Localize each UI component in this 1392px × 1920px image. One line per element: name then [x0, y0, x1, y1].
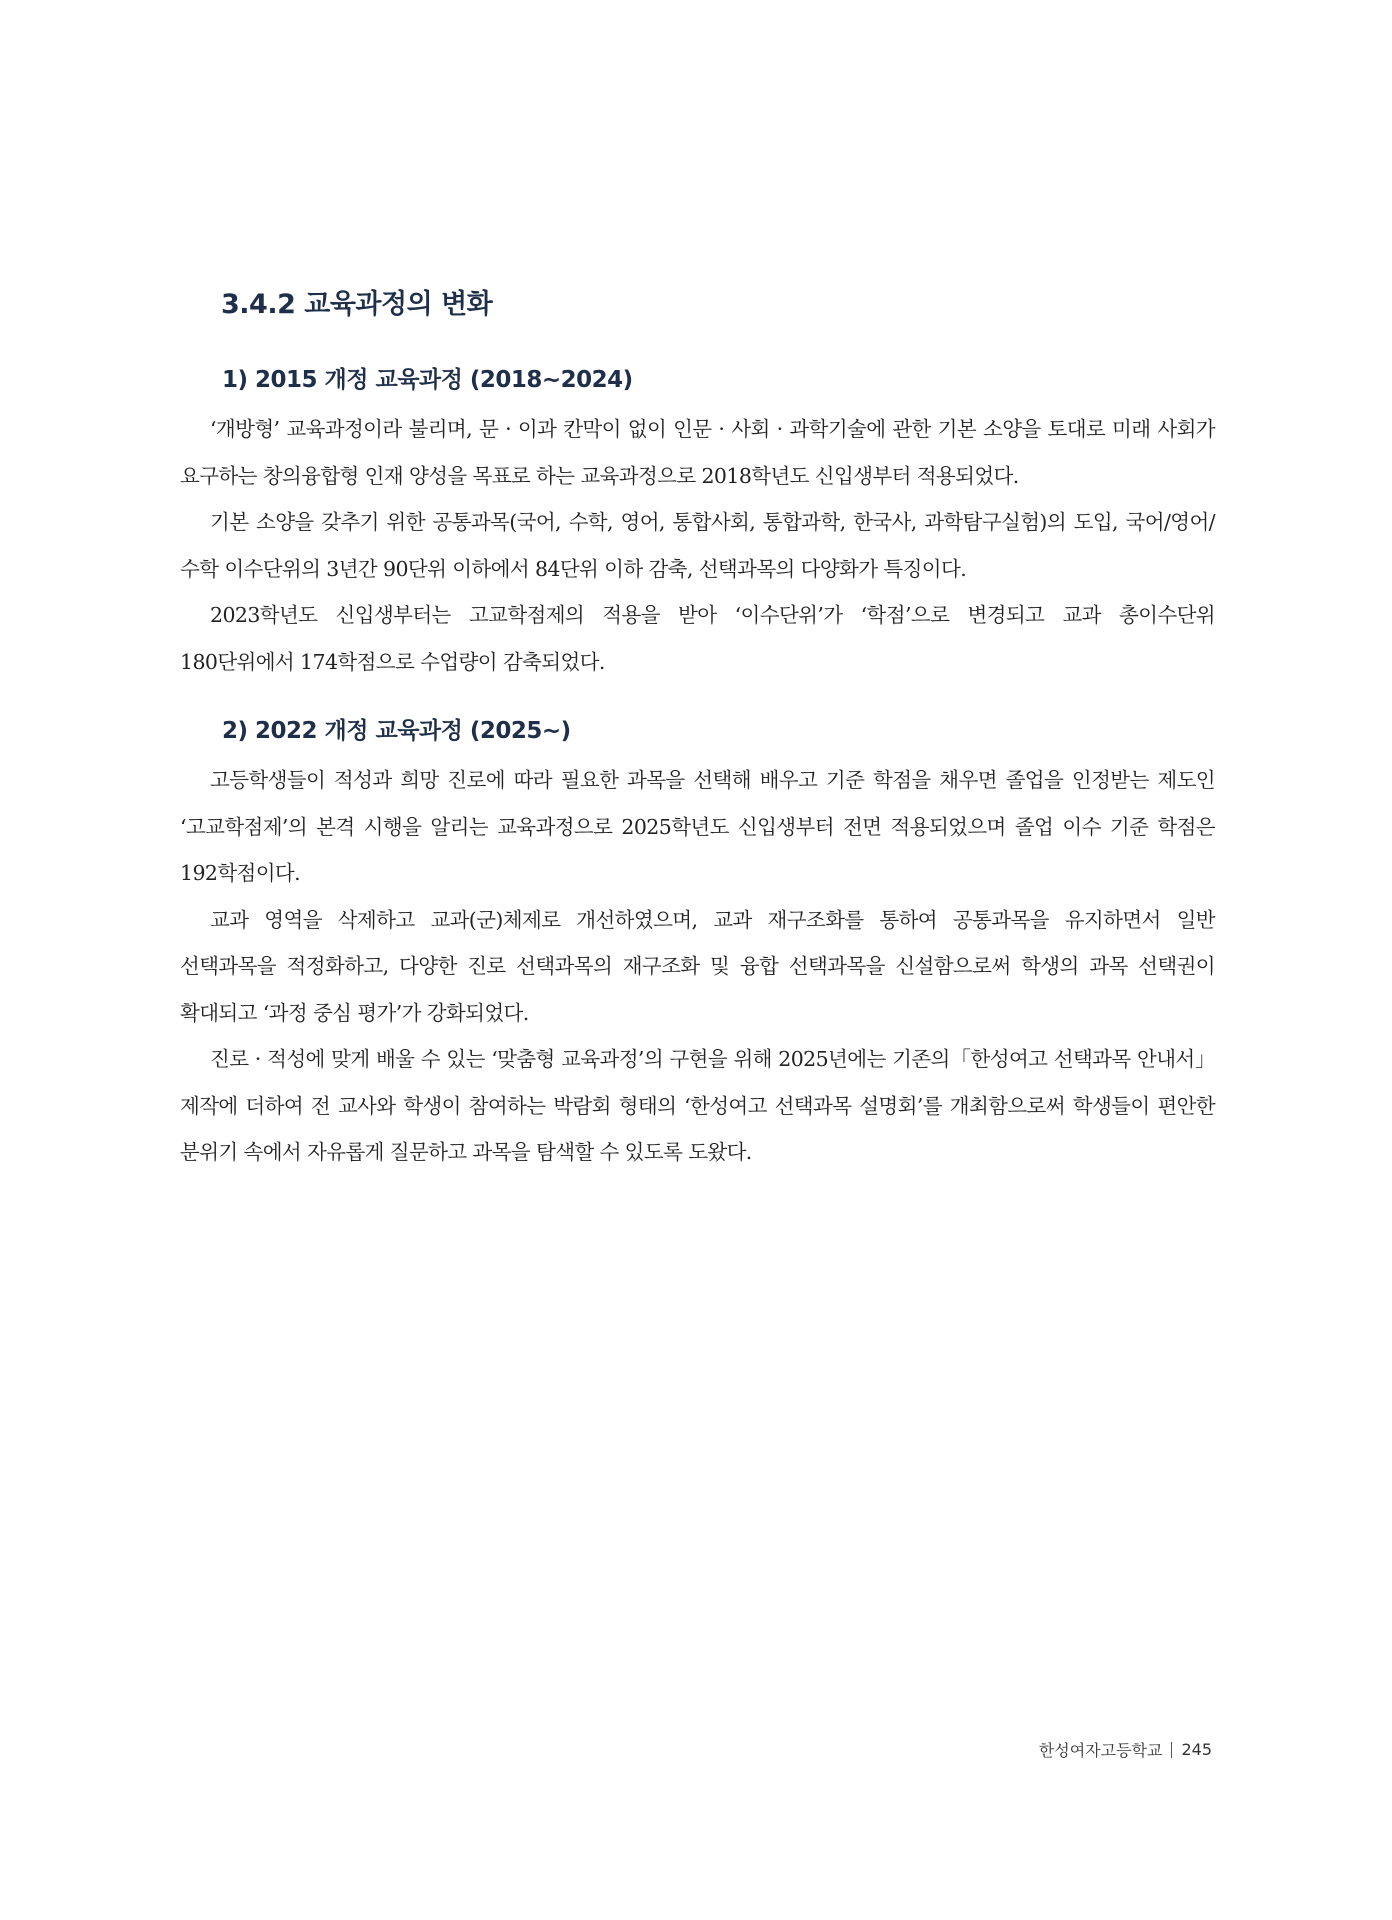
footer-divider	[1171, 1742, 1172, 1758]
content-body	[180, 360, 1215, 1176]
page-number: 245	[1181, 1740, 1212, 1759]
paragraph: ‘개방형’ 교육과정이라 불리며, 문 · 이과 칸막이 없이 인문 · 사회 · 과학기술에 관한 기본 소양을 토대로 미래 사회가 요구하는 창의융합형 인재 양성을 목표로 하는 교육과정으로 2018학년도 신입생부터 적용되었다.	[180, 417, 1215, 488]
subsection-2022-curriculum	[180, 711, 1215, 1176]
footer-school-name: 한성여자고등학교	[1038, 1741, 1163, 1760]
paragraph: 2023학년도 신입생부터는 고교학점제의 적용을 받아 ‘이수단위’가 ‘학점’으로 변경되고 교과 총이수단위 180단위에서 174학점으로 수업량이 감축되었다.	[180, 603, 1215, 674]
subsection-title: 1) 2015 개정 교육과정 (2018~2024)	[222, 367, 633, 393]
page-footer	[1039, 1738, 1212, 1761]
paragraph: 진로 · 적성에 맞게 배울 수 있는 ‘맞춤형 교육과정’의 구현을 위해 2025년에는 기존의「한성여고 선택과목 안내서」제작에 더하여 전 교사와 학생이 참여하는 박람회 형태의 ‘한성여고 선택과목 설명회’를 개최함으로써 학생들이 편안한 분위기 속에서 자유롭게 질문하고 과목을 탐색할 수 있도록 도왔다.	[180, 1047, 1215, 1164]
paragraph: 교과 영역을 삭제하고 교과(군)체제로 개선하였으며, 교과 재구조화를 통하여 공통과목을 유지하면서 일반 선택과목을 적정화하고, 다양한 진로 선택과목의 재구조화 및 융합 선택과목을 신설함으로써 학생의 과목 선택권이 확대되고 ‘과정 중심 평가’가 강화되었다.	[180, 907, 1215, 1025]
subsection-title: 2) 2022 개정 교육과정 (2025~)	[222, 718, 571, 744]
subsection-2015-curriculum	[180, 360, 1215, 685]
paragraph: 기본 소양을 갖추기 위한 공통과목(국어, 수학, 영어, 통합사회, 통합과학, 한국사, 과학탐구실험)의 도입, 국어/영어/수학 이수단위의 3년간 90단위 이하에서 84단위 이하 감축, 선택과목의 다양화가 특징이다.	[180, 510, 1215, 581]
section-title: 3.4.2 교육과정의 변화	[221, 289, 493, 320]
paragraph: 고등학생들이 적성과 희망 진로에 따라 필요한 과목을 선택해 배우고 기준 학점을 채우면 졸업을 인정받는 제도인 ‘고교학점제’의 본격 시행을 알리는 교육과정으로 2025학년도 신입생부터 전면 적용되었으며 졸업 이수 기준 학점은 192학점이다.	[180, 768, 1215, 885]
